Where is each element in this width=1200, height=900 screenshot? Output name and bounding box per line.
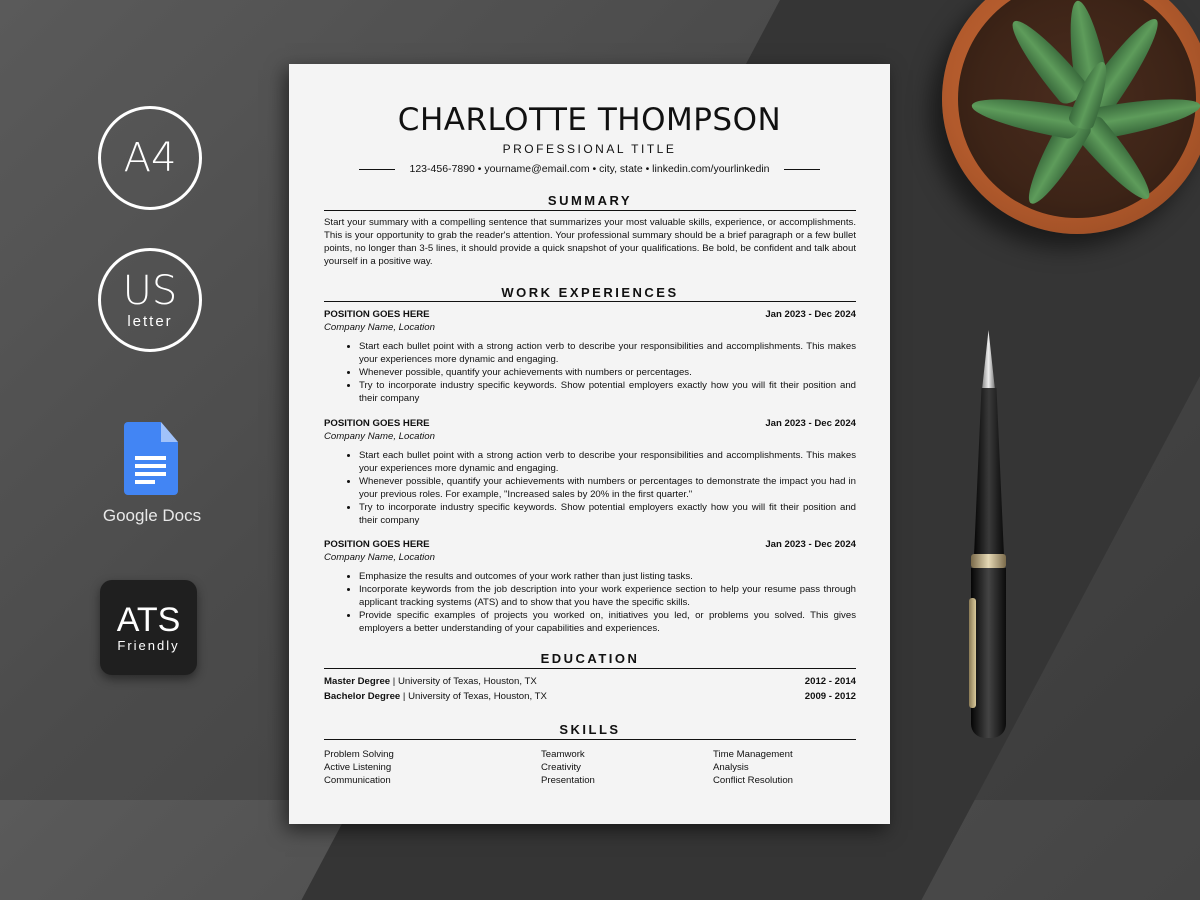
job-bullet: • Whenever possible, quantify your achievements with numbers or percentages. xyxy=(359,366,856,379)
letter-label: letter xyxy=(127,312,173,330)
us-letter-badge xyxy=(98,248,202,352)
education-years: 2012 - 2014 xyxy=(804,676,856,687)
job-entry xyxy=(324,417,856,527)
professional-title: PROFESSIONAL TITLE xyxy=(502,142,677,156)
job-company: Company Name, Location xyxy=(324,552,435,563)
a4-badge xyxy=(98,106,202,210)
job-bullet: • Start each bullet point with a strong action verb to describe your responsibilities and accomplishments. This makes your experiences more dynamic and engaging. xyxy=(359,340,856,366)
job-position: POSITION GOES HERE xyxy=(324,539,430,550)
job-dates: Jan 2023 - Dec 2024 xyxy=(765,309,856,320)
summary-heading: SUMMARY xyxy=(547,193,633,208)
skill-item: Problem Solving xyxy=(324,749,394,760)
job-bullet: • Try to incorporate industry specific keywords. Show potential employers exactly how you will fit their position and their company xyxy=(359,501,856,527)
school: | University of Texas, Houston, TX xyxy=(400,691,547,702)
friendly-label: Friendly xyxy=(117,638,180,653)
work-heading: WORK EXPERIENCES xyxy=(501,285,679,300)
us-label: US xyxy=(122,267,178,314)
education-years: 2009 - 2012 xyxy=(804,691,856,702)
job-entry xyxy=(324,538,856,635)
education-row xyxy=(324,676,856,687)
job-dates: Jan 2023 - Dec 2024 xyxy=(765,539,856,550)
contact-line: 123-456-7890 • yourname@email.com • city, state • linkedin.com/yourlinkedin xyxy=(409,163,770,175)
job-position: POSITION GOES HERE xyxy=(324,309,430,320)
google-docs-icon-fold xyxy=(161,422,178,442)
job-entry xyxy=(324,308,856,405)
google-docs-label: Google Docs xyxy=(102,506,202,525)
section-divider xyxy=(324,301,856,302)
pen-image xyxy=(963,330,1013,750)
ats-label: ATS xyxy=(116,601,181,639)
google-docs-badge xyxy=(100,422,204,532)
skill-item: Creativity xyxy=(541,762,581,773)
skill-item: Time Management xyxy=(713,749,793,760)
job-bullet: • Try to incorporate industry specific keywords. Show potential employers exactly how you will fit their position and their company xyxy=(359,379,856,405)
section-divider xyxy=(324,739,856,740)
section-divider xyxy=(324,668,856,669)
skill-item: Communication xyxy=(324,775,391,786)
degree: Bachelor Degree xyxy=(324,691,401,702)
contact-divider-right xyxy=(784,169,820,170)
job-bullet: • Start each bullet point with a strong action verb to describe your responsibilities and accomplishments. This makes your experiences more dynamic and engaging. xyxy=(359,449,856,475)
skill-item: Presentation xyxy=(541,775,595,786)
school: | University of Texas, Houston, TX xyxy=(390,676,537,687)
a4-label: A4 xyxy=(123,135,177,181)
job-bullet: • Whenever possible, quantify your achievements with numbers or percentages to demonstrate the impact you had in your previous roles. For example, "Increased sales by 20% in the first quarter." xyxy=(359,475,856,501)
skill-item: Conflict Resolution xyxy=(713,775,793,786)
skills-heading: SKILLS xyxy=(559,722,621,737)
google-docs-icon-line xyxy=(135,472,166,476)
job-company: Company Name, Location xyxy=(324,431,435,442)
resume-page xyxy=(289,64,890,824)
education-row xyxy=(324,691,856,702)
degree: Master Degree xyxy=(324,676,391,687)
google-docs-icon-line xyxy=(135,456,166,460)
skill-item: Analysis xyxy=(713,762,749,773)
google-docs-icon-line xyxy=(135,464,166,468)
skill-item: Active Listening xyxy=(324,762,392,773)
skill-item: Teamwork xyxy=(541,749,585,760)
job-dates: Jan 2023 - Dec 2024 xyxy=(765,418,856,429)
job-position: POSITION GOES HERE xyxy=(324,418,430,429)
education-heading: EDUCATION xyxy=(540,651,640,666)
job-bullet: • Emphasize the results and outcomes of your work rather than just listing tasks. xyxy=(359,570,856,583)
job-bullet: • Incorporate keywords from the job description into your work experience section to help your resume pass through applicant tracking systems (ATS) and to show that you have the specific skills. xyxy=(359,583,856,609)
job-bullet: • Provide specific examples of projects you worked on, initiatives you led, or problems you solved. This gives employers a better understanding of your capabilities and experiences. xyxy=(359,609,856,635)
google-docs-icon-line xyxy=(135,480,155,484)
summary-text: Start your summary with a compelling sentence that summarizes your most valuable skills, experience, or accomplishments. This is your opportunity to grab the reader's attention. Your professional summary should be a brief paragraph or a few bullet points, no longer than 3-5 lines, it should provide a quick snapshot of your qualifications. Be bold, be confident and talk about yourself in a positive way. xyxy=(324,217,856,267)
ats-friendly-badge xyxy=(100,580,197,675)
job-company: Company Name, Location xyxy=(324,322,435,333)
section-divider xyxy=(324,210,856,211)
resume-name: CHARLOTTE THOMPSON xyxy=(397,102,782,138)
